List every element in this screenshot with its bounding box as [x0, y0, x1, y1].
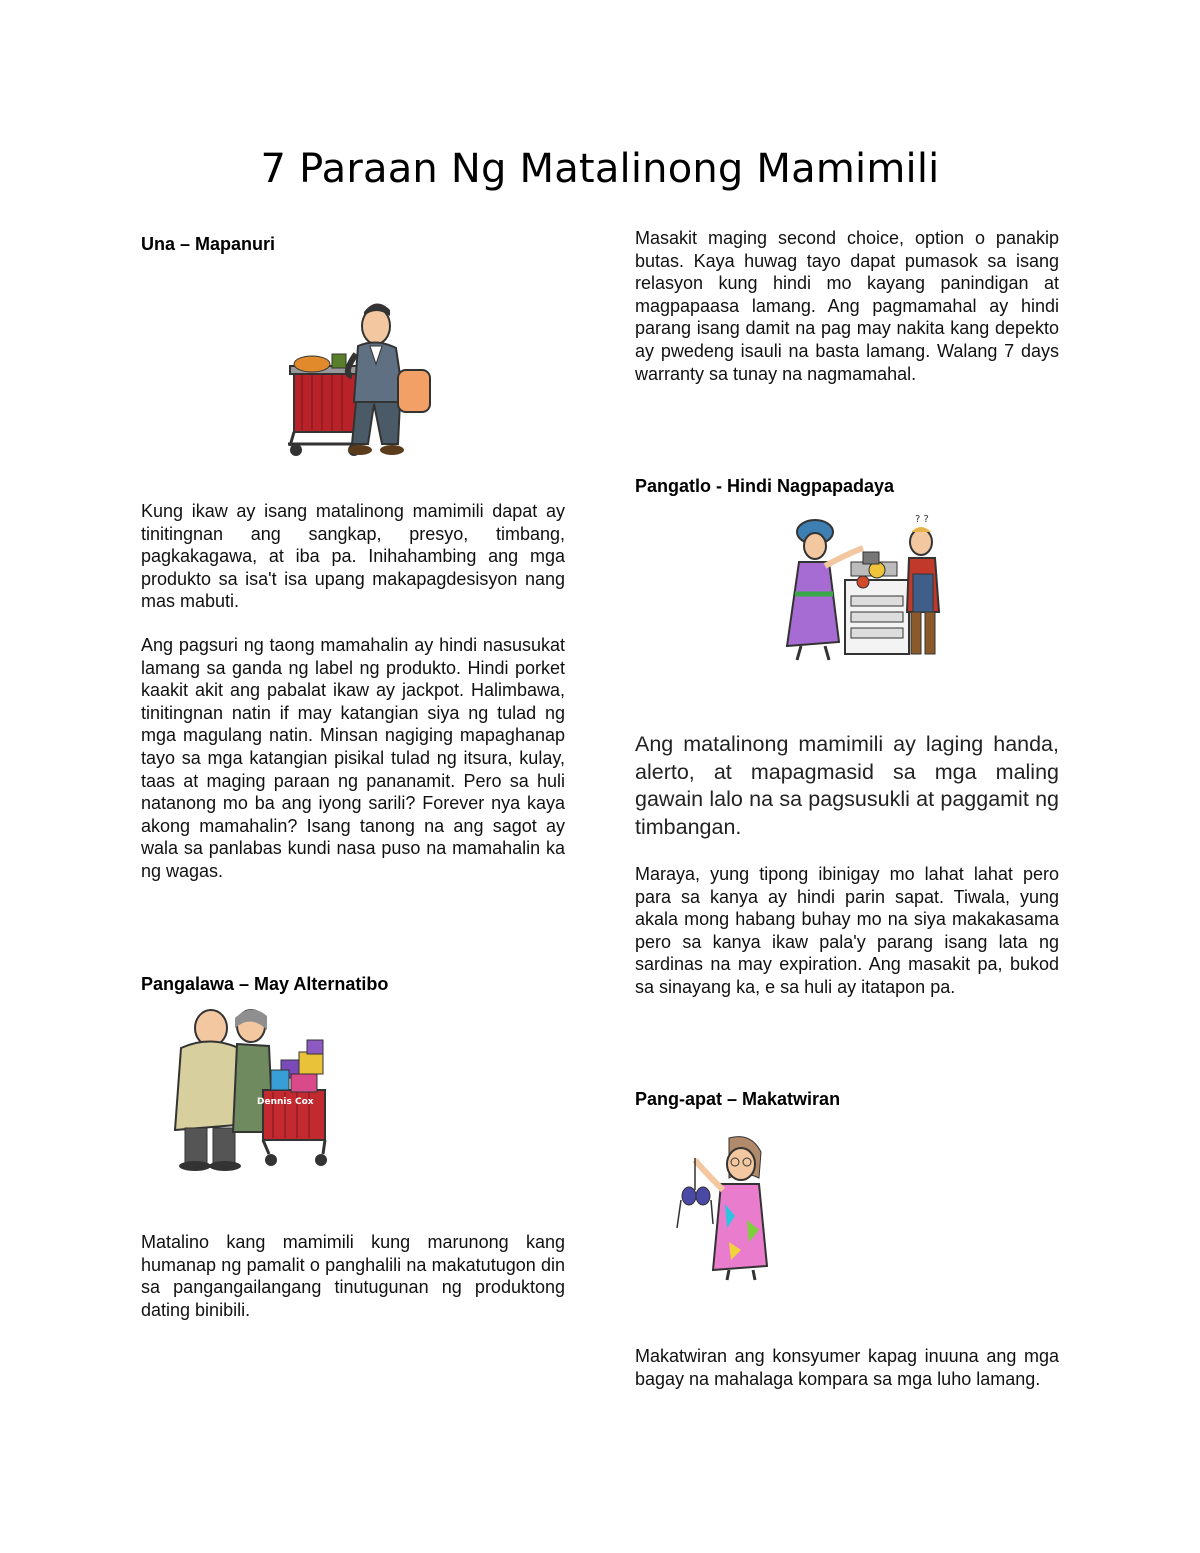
paragraph-pangatlo-2: Maraya, yung tipong ibinigay mo lahat lahat pero para sa kanya ay hindi parin sapat. Tiwala, yung akala mong habang buhay mo na siya makakasama pero sa kanya ikaw pala'y parang isang lata ng sardinas na may expiration. Ang masakit pa, bukod sa sinayang ka, e sa huli ay itatapon pa.	[635, 864, 1059, 997]
svg-text:? ?: ? ?	[915, 514, 929, 525]
paragraph-una-2: Ang pagsuri ng taong mamahalin ay hindi nasusukat lamang sa ganda ng label ng produkto. Hindi porket kaakit akit ang pabalat ikaw ay jackpot. Halimbawa, tinitingnan natin if may katangian siya ng tulad ng mga magulang natin. Minsan nagiging mapaghanap tayo sa mga katangian pisikal tulad ng itsura, kulay, taas at maging paraan ng pananamit. Pero sa huli natanong mo ba ang iyong sarili? Forever nya kaya akong mamahalin? Isang tanong na ang sagot ay wala sa panlabas kundi nasa puso na mamahalin ka ng wagas.	[141, 635, 565, 881]
customer-at-weighing-scale-illustration	[767, 512, 957, 668]
section-heading-pangalawa: Pangalawa – May Alternatibo	[141, 974, 389, 994]
section-heading-pangatlo: Pangatlo - Hindi Nagpapadaya	[635, 476, 895, 496]
paragraph-pangatlo-1: Ang matalinong mamimili ay laging handa, alerto, at mapagmasid sa mga maling gawain lalo na sa pagsusukli at paggamit ng timbangan.	[635, 732, 1059, 839]
woman-holding-bra-illustration	[655, 1130, 775, 1284]
section-heading-una: Una – Mapanuri	[141, 234, 276, 254]
section-heading-pangapat: Pang-apat – Makatwiran	[635, 1089, 841, 1109]
watermark-text: Dennis Cox	[257, 1097, 314, 1107]
couple-with-gift-cart-illustration	[151, 1004, 351, 1176]
paragraph-pangalawa-1: Matalino kang mamimili kung marunong kang humanap ng pamalit o panghalili na makatutugon din sa pangangailangang tinutugunan ng produktong dating binibili.	[141, 1232, 565, 1320]
paragraph-pangalawa-2: Masakit maging second choice, option o panakip butas. Kaya huwag tayo dapat pumasok sa isang relasyon kung hindi mo kayang panindigan at magpapaasa lamang. Ang pagmamahal ay hindi parang isang damit na pag may nakita kang depekto ay pwedeng isauli na basta lamang. Walang 7 days warranty sa tunay na nagmamahal.	[635, 228, 1059, 384]
paragraph-pangapat-1: Makatwiran ang konsyumer kapag inuuna ang mga bagay na mahalaga kompara sa mga luho lamang.	[635, 1346, 1059, 1389]
shopper-with-cart-illustration	[286, 294, 446, 464]
paragraph-una-1: Kung ikaw ay isang matalinong mamimili dapat ay tinitingnan ang sangkap, presyo, timbang, pagkakagawa, at iba pa. Inihahambing ang mga produkto sa isa't isa upang makapagdesisyon nang mas mabuti.	[141, 501, 565, 612]
page-title: 7 Paraan Ng Matalinong Mamimili	[260, 146, 940, 192]
